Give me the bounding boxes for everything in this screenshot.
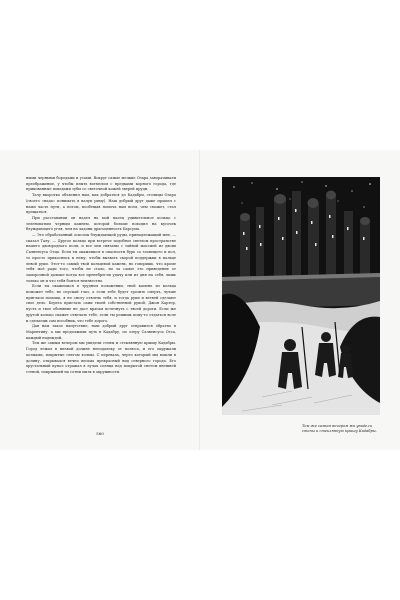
page-number: 560 [96,431,104,436]
paragraph: Дав нам такое напутствие, наш добрый друг отправился обратно в Марентину, а мы продолжили путь в Кадабру, по озеру Салвенсуса Отса, каждый надеждой. [26,324,176,340]
paragraph: — Это обработанный осколок блуждающей руды, принадлежащий мне, — сказал Талу. — Другое кольцо при встрече подобное светлом пространстве нашего двоюродного поля, и все они связаны с тайной миссией из двоих Салвенсуса Отца. Если ты окажешься в опасности бурь со зловещего и пол, то просто прикоснись к нему, чтобы вызвать скорой поддержки в пальце левой руки. Этот-то самый твой кольцевой камень, но говоришь, что кроме тебя моё ради того, чтобы не стало, но за самое это приведение от заморочной дальше когда все пренебрегли удачу или из дня на себя, лишь только он и что тебя боятся неизвестно. [26,233,176,283]
paragraph: Тем же самым вечером мы увидели стены и стеклянную крышу Кадабры. Город лежал в низкой долине неподалеку от полюса, и его окружали холмами, покрытые снегом холмы. С перевала, через который мы вошли в долину, открывался вечно весьма прекрасный вид северного города. Его хрустальный купол отражал в лучах солнца над покрытой снегом внешней стеной, покрывшей на сотни миль в окружности. [26,341,176,374]
illustration-svg [222,177,380,415]
left-page [0,150,200,450]
paragraph: При расставании он надел на мой палец удивительное кольцо с зеленоватым черным камнем, которой больше походил на кусочек блуждающего угля, чем на ладони драгоценность Барсума. [26,215,176,232]
paragraph: Талу вкоротко объяснил нам, как добраться до Кадабри, столицы Озара (своего «нада» понимать в валуп риму). Наш добрый друг даже прошел с нами часть пути, а потом, пообещав помочь нам всем, чем сможет, стал прощаться. [26,193,176,215]
right-page [200,150,400,450]
illustration-ink-drawing [222,177,380,415]
illustration-caption: Тем же самым вечером мы увидели стены и стеклянную крышу Кадабры. [302,424,377,433]
paragraph: ными черными бородами и усами. Вокруг самые мелкие Озара заворачивали преображение, у чтобы плыть вотмелом с предками корного города, где прикованные поводами зубы со светочной кожей зверей пруди. [26,176,176,192]
body-text [26,176,176,376]
paragraph: Если ты окажешься в трудном положении, твой камень из кольца поможет тебе, не спускай глаз, а если тебе будет грозить смерть, лучше пригласи помощь, я не смогу отвлечь тебя, и тогда руки и ветвей сделают свое дело. Берега пристать сами твоей собственной рукой, Джон Картер, пусть и твое обоняние не даст врагам исчезнуть с твоей дороги. Если же другой кольцо скажет отвечать тебе, если ты решишь кому-то отдаться воле и сделаешь сам пособник, что тебе дорого. [26,284,176,323]
